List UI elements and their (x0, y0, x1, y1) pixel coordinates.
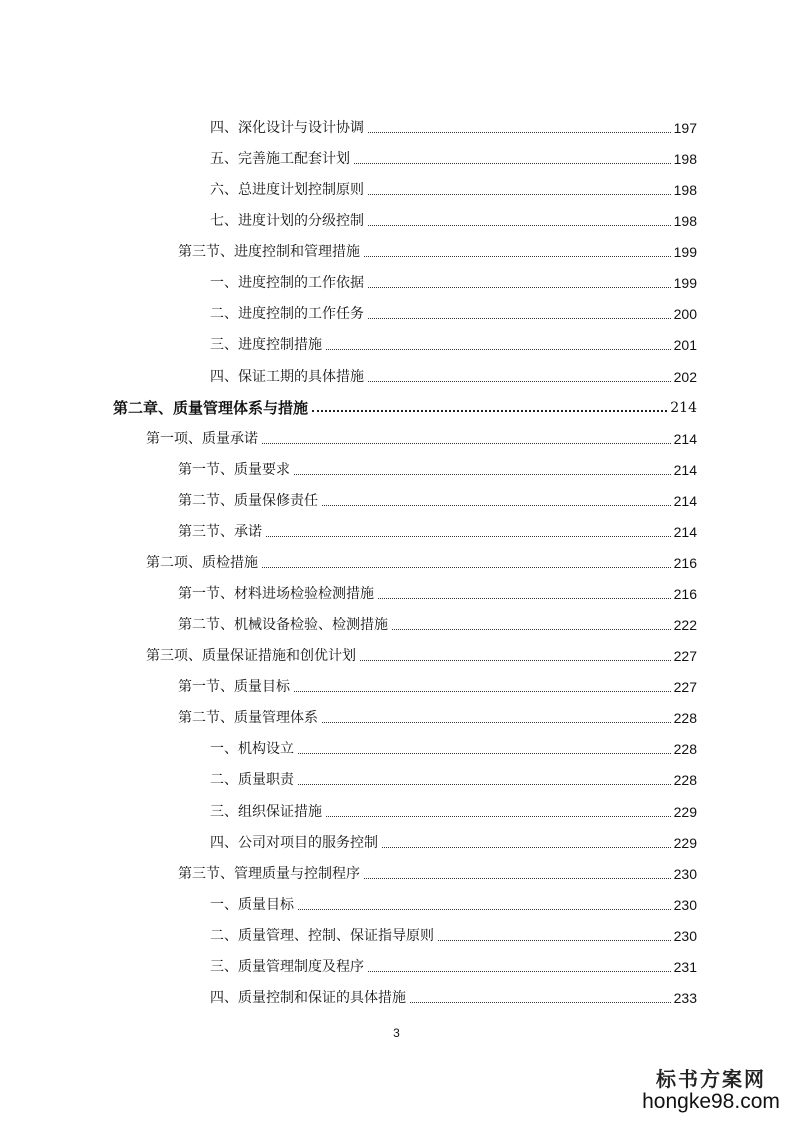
toc-entry[interactable] (178, 517, 697, 541)
toc-entry-title: 第三节、进度控制和管理措施 (178, 244, 360, 261)
toc-entry[interactable] (210, 828, 697, 852)
toc-entry-title: 七、进度计划的分级控制 (210, 213, 364, 230)
toc-entry[interactable] (210, 797, 697, 821)
toc-entry[interactable] (178, 859, 697, 883)
toc-dot-leader (262, 566, 671, 568)
toc-entry-title: 第二节、质量保修责任 (178, 492, 318, 509)
toc-entry-page: 200 (673, 306, 697, 323)
toc-entry[interactable] (210, 921, 697, 945)
toc-entry-page: 230 (673, 896, 697, 913)
toc-entry-page: 202 (673, 368, 697, 385)
toc-entry-page: 228 (673, 710, 697, 727)
toc-entry-page: 198 (673, 213, 697, 230)
toc-dot-leader (368, 224, 671, 226)
toc-dot-leader (368, 970, 671, 972)
toc-entry-title: 第一节、材料进场检验检测措施 (178, 586, 374, 603)
toc-dot-leader (322, 504, 671, 506)
toc-entry-title: 第三节、承诺 (178, 523, 262, 540)
toc-entry[interactable] (146, 641, 697, 665)
toc-dot-leader (266, 535, 671, 537)
toc-entry-title: 一、质量目标 (210, 896, 294, 913)
toc-entry-title: 第一项、质量承诺 (146, 430, 258, 447)
toc-dot-leader (298, 783, 671, 785)
toc-chapter-entry[interactable] (113, 393, 697, 417)
toc-entry-page: 228 (673, 741, 697, 758)
toc-entry[interactable] (178, 579, 697, 603)
toc-entry[interactable] (210, 113, 697, 137)
toc-entry-page: 227 (673, 679, 697, 696)
toc-entry[interactable] (178, 486, 697, 510)
toc-entry-page: 229 (673, 834, 697, 851)
toc-entry-page: 216 (673, 586, 697, 603)
toc-dot-leader (364, 877, 671, 879)
toc-entry[interactable] (178, 237, 697, 261)
toc-entry[interactable] (210, 734, 697, 758)
toc-entry-title: 一、进度控制的工作依据 (210, 275, 364, 292)
toc-entry-page: 199 (673, 244, 697, 261)
toc-entry-title: 三、进度控制措施 (210, 337, 322, 354)
toc-dot-leader (326, 815, 671, 817)
toc-entry[interactable] (178, 610, 697, 634)
toc-dot-leader (354, 162, 671, 164)
toc-dot-leader (438, 939, 671, 941)
toc-entry-page: 198 (673, 151, 697, 168)
toc-entry[interactable] (210, 952, 697, 976)
toc-entry-title: 第三节、管理质量与控制程序 (178, 865, 360, 882)
toc-entry-title: 二、质量管理、控制、保证指导原则 (210, 927, 434, 944)
toc-entry[interactable] (146, 548, 697, 572)
toc-entry-title: 四、深化设计与设计协调 (210, 120, 364, 136)
toc-dot-leader (392, 628, 671, 630)
toc-entry[interactable] (210, 983, 697, 1007)
toc-entry[interactable] (210, 144, 697, 168)
toc-entry-title: 第一节、质量目标 (178, 679, 290, 696)
toc-dot-leader (368, 380, 671, 382)
toc-dot-leader (262, 442, 671, 444)
toc-entry[interactable] (210, 330, 697, 354)
toc-entry-title: 三、质量管理制度及程序 (210, 958, 364, 975)
toc-dot-leader (326, 348, 671, 350)
toc-entry[interactable] (210, 175, 697, 199)
toc-entry-title: 四、保证工期的具体措施 (210, 368, 364, 385)
toc-dot-leader (298, 752, 671, 754)
toc-dot-leader (378, 597, 671, 599)
toc-entry-page: 214 (673, 430, 697, 447)
toc-dot-leader (294, 690, 671, 692)
toc-entry-title: 三、组织保证措施 (210, 803, 322, 820)
toc-entry[interactable] (178, 672, 697, 696)
toc-entry-page: 214 (673, 461, 697, 478)
toc-entry[interactable] (210, 299, 697, 323)
toc-dot-leader (312, 409, 667, 412)
toc-dot-leader (382, 846, 671, 848)
toc-entry[interactable] (178, 455, 697, 479)
toc-dot-leader (368, 317, 671, 319)
toc-entry-page: 227 (673, 648, 697, 665)
toc-entry-page: 230 (673, 865, 697, 882)
toc-dot-leader (298, 908, 671, 910)
toc-entry-page: 199 (673, 275, 697, 292)
toc-entry-page: 214 (673, 492, 697, 509)
toc-entry[interactable] (210, 765, 697, 789)
toc-entry-title: 第二项、质检措施 (146, 554, 258, 571)
site-watermark (641, 1063, 781, 1114)
toc-entry-title: 五、完善施工配套计划 (210, 151, 350, 168)
toc-dot-leader (364, 255, 671, 257)
toc-entry-page: 228 (673, 772, 697, 789)
toc-entry-title: 二、进度控制的工作任务 (210, 306, 364, 323)
toc-entry-title: 第二节、质量管理体系 (178, 710, 318, 727)
toc-entry[interactable] (146, 424, 697, 448)
toc-entry-title: 二、质量职责 (210, 772, 294, 789)
page-number: 3 (393, 1026, 400, 1040)
toc-entry-title: 第一节、质量要求 (178, 461, 290, 478)
toc-dot-leader (294, 473, 671, 475)
toc-entry-page: 231 (673, 958, 697, 975)
toc-dot-leader (368, 286, 671, 288)
toc-entry-title: 第三项、质量保证措施和创优计划 (146, 648, 356, 665)
toc-dot-leader (368, 131, 671, 133)
toc-entry-page: 201 (673, 337, 697, 354)
toc-entry-title: 四、质量控制和保证的具体措施 (210, 989, 406, 1006)
toc-entry-page: 216 (673, 554, 697, 571)
toc-entry[interactable] (210, 890, 697, 914)
toc-entry-page: 233 (673, 989, 697, 1006)
toc-entry-page: 198 (673, 182, 697, 199)
toc-dot-leader (410, 1001, 671, 1003)
toc-entry-page: 222 (673, 617, 697, 634)
toc-entry-page: 214 (673, 523, 697, 540)
toc-dot-leader (322, 721, 671, 723)
toc-entry-title: 一、机构设立 (210, 741, 294, 758)
toc-entry[interactable] (178, 703, 697, 727)
toc-entry-title: 四、公司对项目的服务控制 (210, 834, 378, 851)
toc-entry[interactable] (210, 206, 697, 230)
toc-dot-leader (360, 659, 671, 661)
toc-entry-title: 六、总进度计划控制原则 (210, 182, 364, 199)
toc-dot-leader (368, 193, 671, 195)
watermark-url: hongke98.com (642, 1090, 780, 1113)
toc-entry-page: 214 (670, 399, 697, 416)
toc-entry[interactable] (210, 362, 697, 386)
toc-entry-title: 第二节、机械设备检验、检测措施 (178, 617, 388, 634)
toc-entry-page: 197 (673, 120, 697, 136)
toc-entry-page: 229 (673, 803, 697, 820)
toc-entry-title: 第二章、质量管理体系与措施 (113, 398, 309, 417)
watermark-title: 标书方案网 (656, 1067, 766, 1091)
toc-entry[interactable] (210, 268, 697, 292)
toc-entry-page: 230 (673, 927, 697, 944)
